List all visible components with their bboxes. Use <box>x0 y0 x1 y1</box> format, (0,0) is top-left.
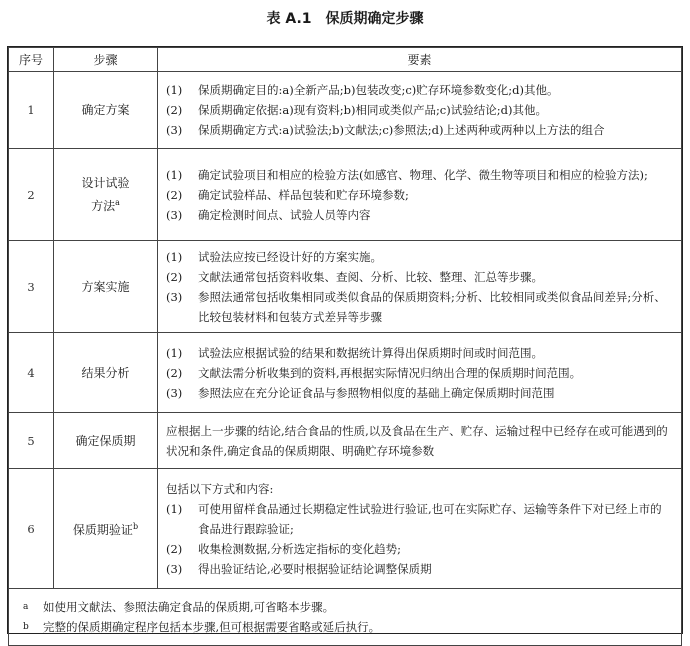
element-item <box>166 267 673 287</box>
element-item <box>166 343 673 363</box>
table-number: 表 A.1 <box>266 11 312 27</box>
note-mark: b <box>23 622 29 632</box>
item-text: 得出验证结论,必要时根据验证结论调整保质期 <box>198 561 432 576</box>
item-text: 收集检测数据,分析选定指标的变化趋势; <box>198 541 402 556</box>
table-row <box>9 72 682 149</box>
item-text: 试验法应根据试验的结果和数据统计算得出保质期时间或时间范围。 <box>198 345 543 360</box>
element-item <box>166 205 673 225</box>
note-mark: a <box>23 602 29 612</box>
element-item <box>166 539 673 559</box>
step-label-text: 方法 <box>91 199 116 213</box>
row-step <box>54 413 158 469</box>
note-b <box>23 617 667 637</box>
row-elements <box>158 241 682 333</box>
item-number: (2) <box>166 541 183 556</box>
element-item <box>166 120 673 140</box>
element-item <box>166 559 673 579</box>
row-index: 5 <box>9 413 54 469</box>
row-step <box>54 72 158 149</box>
step-label-line <box>58 193 153 216</box>
note-text: 完整的保质期确定程序包括本步骤,但可根据需要省略或延后执行。 <box>43 620 381 634</box>
row-index: 2 <box>9 149 54 241</box>
item-text: 参照法应在充分论证食品与参照物相似度的基础上确定保质期时间范围 <box>198 385 555 400</box>
notes-row <box>9 589 682 646</box>
element-intro: 包括以下方式和内容: <box>166 481 274 496</box>
step-label-text: 结果分析 <box>81 365 130 380</box>
step-label-text: 确定保质期 <box>75 433 136 448</box>
item-number: (3) <box>166 561 183 576</box>
table-row <box>9 333 682 413</box>
element-item <box>166 165 673 185</box>
item-text: 确定试验项目和相应的检验方法(如感官、物理、化学、微生物等项目和相应的检验方法); <box>198 167 648 182</box>
row-step <box>54 241 158 333</box>
element-item <box>166 499 673 539</box>
step-label-line <box>58 431 153 451</box>
step-label-line <box>58 277 153 297</box>
row-index: 4 <box>9 333 54 413</box>
table-row <box>9 149 682 241</box>
step-label-line <box>58 173 153 193</box>
element-item <box>166 247 673 267</box>
row-index: 3 <box>9 241 54 333</box>
table-row <box>9 241 682 333</box>
element-item <box>166 287 673 327</box>
element-item <box>166 363 673 383</box>
item-text: 保质期确定方式:a)试验法;b)文献法;c)参照法;d)上述两种或两种以上方法的组合 <box>198 123 605 137</box>
item-number: (1) <box>166 167 183 182</box>
table-notes <box>9 589 682 646</box>
step-label-text: 设计试验 <box>81 176 130 190</box>
item-text: 保质期确定目的:a)全新产品;b)包装改变;c)贮存环境参数变化;d)其他。 <box>198 83 559 97</box>
row-elements <box>158 469 682 589</box>
item-number: (2) <box>166 103 183 117</box>
step-label-line <box>58 363 153 383</box>
item-number: (2) <box>166 365 183 380</box>
item-number: (2) <box>166 187 183 202</box>
item-number: (3) <box>166 385 183 400</box>
element-item <box>166 100 673 120</box>
header-index: 序号 <box>9 48 54 72</box>
header-elements: 要素 <box>158 48 682 72</box>
row-step <box>54 333 158 413</box>
row-elements <box>158 72 682 149</box>
element-paragraph: 应根据上一步骤的结论,结合食品的性质,以及食品在生产、贮存、运输过程中已经存在或可能遇到的状况和条件,确定食品的保质期限、明确贮存环境参数 <box>166 423 668 458</box>
footnote-marker: a <box>115 198 120 207</box>
step-label-text: 确定方案 <box>81 103 130 117</box>
row-index: 6 <box>9 469 54 589</box>
item-number: (1) <box>166 83 183 97</box>
item-text: 试验法应按已经设计好的方案实施。 <box>198 249 382 264</box>
element-item <box>166 80 673 100</box>
row-step <box>54 149 158 241</box>
steps-table-frame <box>7 46 683 634</box>
step-label-text: 保质期验证 <box>72 523 133 537</box>
step-label-text: 方案实施 <box>81 279 130 294</box>
table-caption <box>0 8 690 28</box>
row-elements <box>158 413 682 469</box>
item-number: (2) <box>166 269 183 284</box>
header-step: 步骤 <box>54 48 158 72</box>
item-number: (1) <box>166 501 183 516</box>
element-item <box>166 383 673 403</box>
note-text: 如使用文献法、参照法确定食品的保质期,可省略本步骤。 <box>43 600 335 614</box>
item-text: 文献法需分析收集到的资料,再根据实际情况归纳出合理的保质期时间范围。 <box>198 365 582 380</box>
element-item <box>166 185 673 205</box>
item-text: 确定试验样品、样品包装和贮存环境参数; <box>198 187 409 202</box>
step-label-line <box>58 517 153 540</box>
item-number: (3) <box>166 289 183 304</box>
row-index: 1 <box>9 72 54 149</box>
table-header-row <box>9 48 682 72</box>
item-number: (1) <box>166 249 183 264</box>
note-a <box>23 597 667 617</box>
footnote-marker: b <box>132 522 139 531</box>
step-label-line <box>58 100 153 120</box>
table-title: 保质期确定步骤 <box>325 11 424 27</box>
row-step <box>54 469 158 589</box>
item-number: (3) <box>166 123 183 137</box>
item-text: 保质期确定依据:a)现有资料;b)相同或类似产品;c)试验结论;d)其他。 <box>198 103 547 117</box>
row-elements <box>158 149 682 241</box>
item-number: (1) <box>166 345 183 360</box>
item-text: 文献法通常包括资料收集、查阅、分析、比较、整理、汇总等步骤。 <box>198 269 543 284</box>
item-text: 可使用留样食品通过长期稳定性试验进行验证,也可在实际贮存、运输等条件下对已经上市的食品进行跟踪验证; <box>198 501 662 536</box>
row-elements <box>158 333 682 413</box>
item-text: 参照法通常包括收集相同或类似食品的保质期资料;分析、比较相同或类似食品间差异;分析、比较包装材料和包装方式差异等步骤 <box>198 289 666 324</box>
steps-table <box>8 47 682 646</box>
item-text: 确定检测时间点、试验人员等内容 <box>198 207 371 222</box>
table-row <box>9 469 682 589</box>
table-row <box>9 413 682 469</box>
item-number: (3) <box>166 207 183 222</box>
